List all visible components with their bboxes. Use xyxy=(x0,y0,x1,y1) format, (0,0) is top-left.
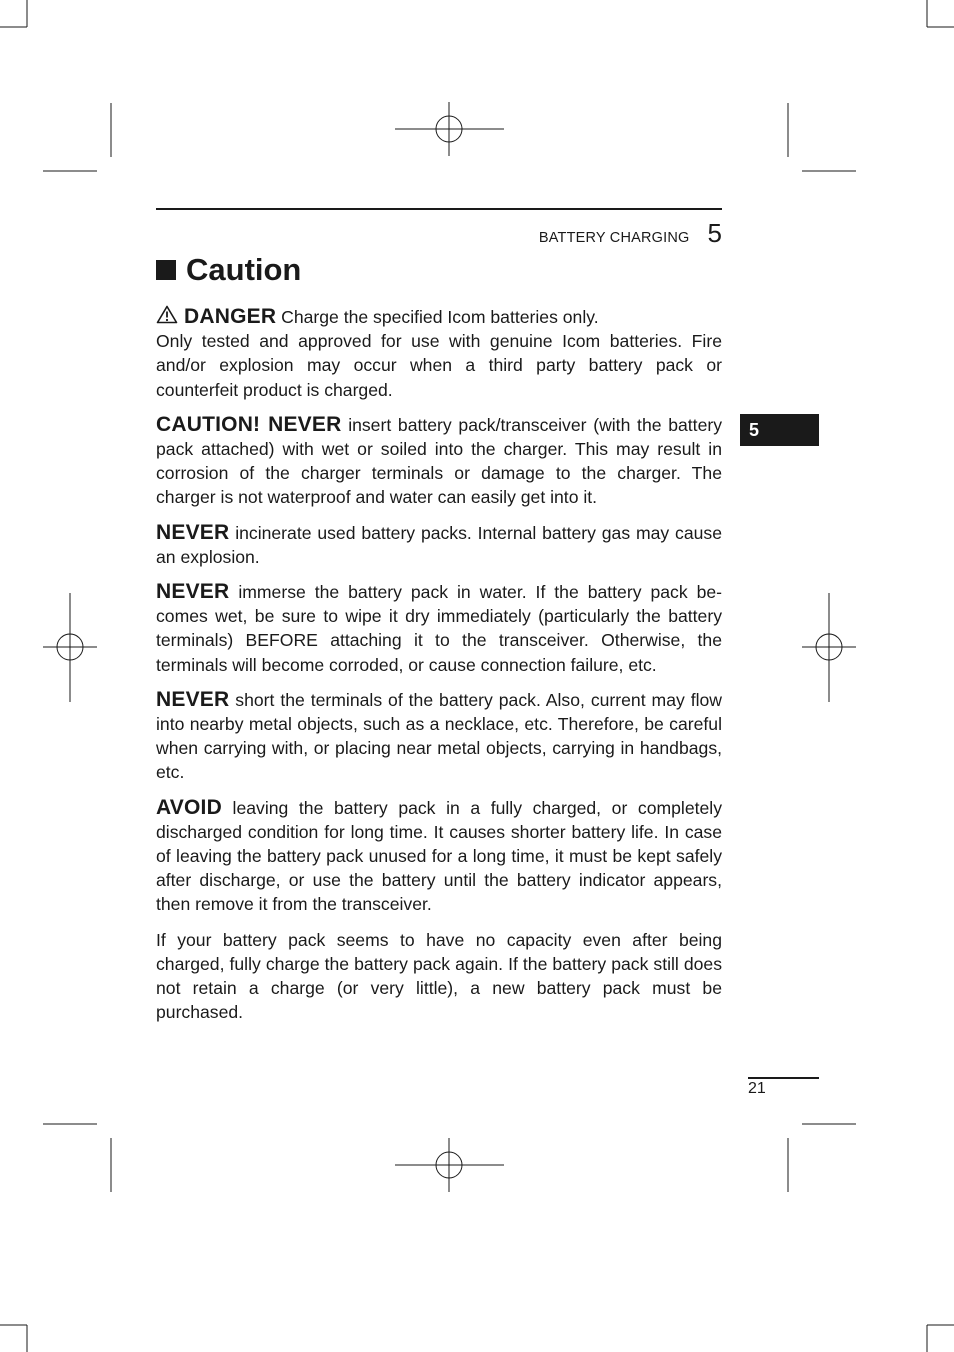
paragraph-text: leaving the battery pack in a fully charged, or completely discharged condition for long time. It causes shorter battery life. In case of leaving the battery pack unused for a long time, it must be kept safely after discharge, or use the battery until the battery indicator appears, then remove it from the transceiver. xyxy=(156,797,722,915)
paragraph-caution-never xyxy=(156,413,722,510)
paragraph-text: incinerate used battery packs. Internal battery gas may cause an explosion. xyxy=(156,522,722,567)
header-rule xyxy=(156,208,722,210)
closing-paragraph: If your battery pack seems to have no capacity even after being charged, fully charge the battery pack again. If the battery pack still does not retain a charge (or very little), a new battery pack must be purchased. xyxy=(156,929,722,1023)
danger-lead xyxy=(156,305,722,329)
danger-lead-text: Charge the specified Icom batteries only. xyxy=(281,307,599,327)
footer-rule xyxy=(748,1077,819,1079)
page-title xyxy=(156,252,301,288)
warning-triangle-icon xyxy=(156,305,178,324)
paragraph-text: insert battery pack/transceiver (with the battery pack attached) with wet or soiled into the charger. This may result in corrosion of the charger terminals or damage to the charger. The charger is not waterproof and water can easily get into it. xyxy=(156,414,723,508)
registration-mark-icon xyxy=(395,102,504,156)
keyword: NEVER xyxy=(156,580,230,604)
registration-mark-icon xyxy=(802,593,856,702)
danger-body: Only tested and approved for use with genuine Icom batteries. Fire and/or explosion may occur when a third party battery pack or counterfeit product is charged. xyxy=(156,331,722,400)
keyword: NEVER xyxy=(156,687,230,711)
paragraph-avoid xyxy=(156,796,722,917)
keyword: NEVER xyxy=(156,520,230,544)
danger-label: DANGER xyxy=(184,305,277,328)
page-number: 21 xyxy=(748,1080,766,1097)
section-title: BATTERY CHARGING xyxy=(538,230,690,246)
title-text: Caution xyxy=(186,252,302,287)
registration-mark-icon xyxy=(43,593,97,702)
paragraph-never-immerse xyxy=(156,580,722,677)
chapter-number: 5 xyxy=(707,218,722,248)
keyword: CAUTION! NEVER xyxy=(156,412,342,436)
keyword: AVOID xyxy=(156,795,222,819)
paragraph-never-short xyxy=(156,688,722,785)
paragraph-never-incinerate xyxy=(156,521,722,569)
caution-content xyxy=(156,305,722,1035)
chapter-tab: 5 xyxy=(740,414,819,446)
bullet-square-icon xyxy=(156,260,176,280)
registration-mark-icon xyxy=(395,1138,504,1192)
running-header xyxy=(539,218,722,249)
paragraph-text: immerse the battery pack in water. If the battery pack becomes wet, be sure to wipe it dry immediately (particularly the battery terminals) BEFORE attaching it to the transceiver. Otherwise, the terminals will become corroded, or cause connection failure, etc. xyxy=(156,582,723,675)
paragraph-text: short the terminals of the battery pack. Also, current may flow into nearby metal objects, such as a necklace, etc. Therefore, be careful when carrying with, or placing near metal objects, carrying in handbags, etc. xyxy=(156,689,722,783)
